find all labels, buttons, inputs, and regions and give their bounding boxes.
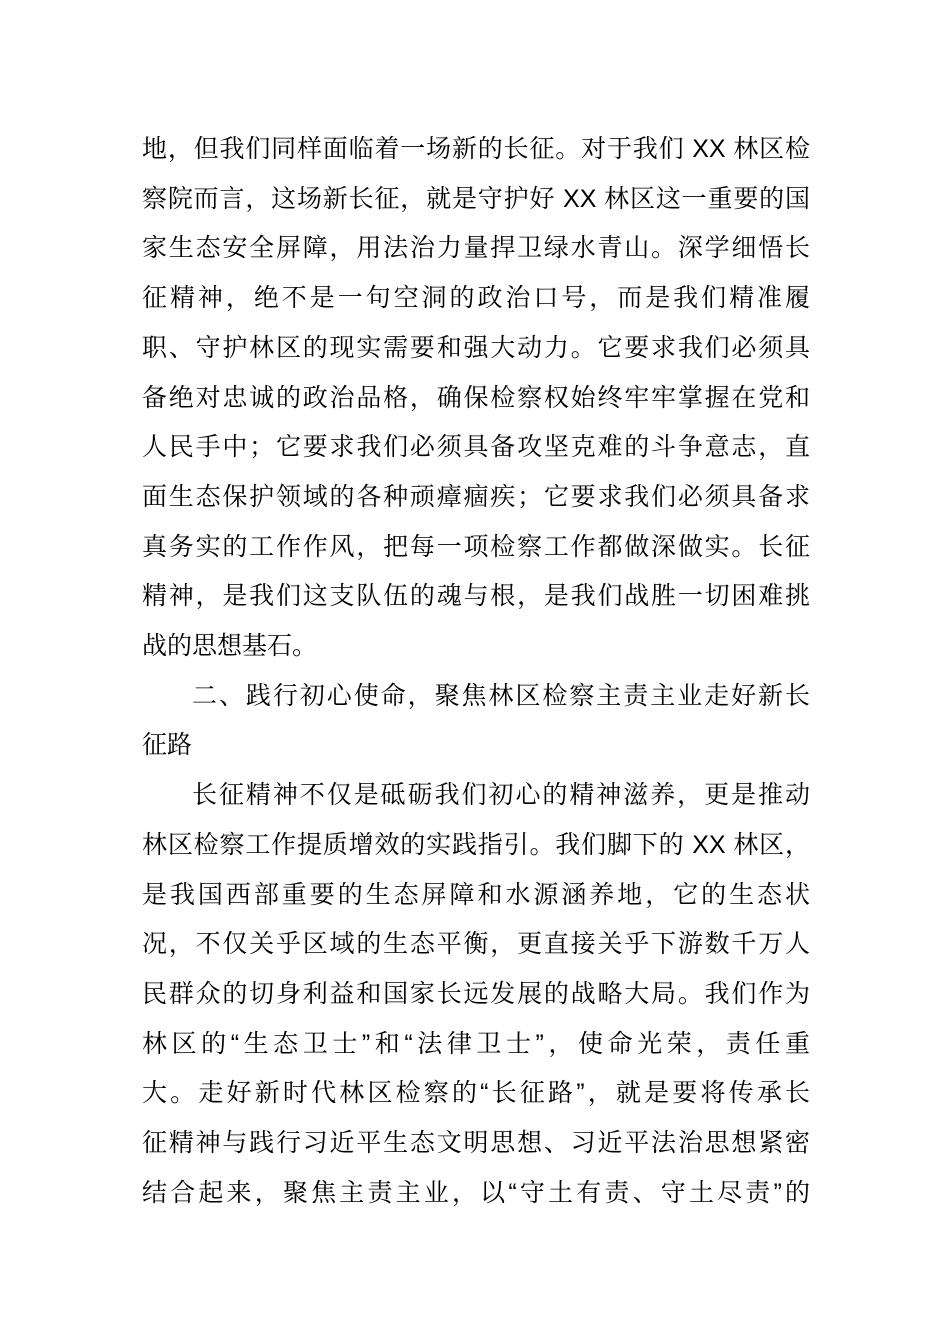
text-line: 家生态安全屏障，用法治力量捍卫绿水青山。深学细悟长 xyxy=(142,234,810,263)
text-line: 况，不仅关乎区域的生态平衡，更直接关乎下游数千万人 xyxy=(142,930,810,959)
text-line: 结合起来，聚焦主责主业，以“守土有责、守土尽责”的 xyxy=(142,1178,810,1207)
text-line: 精神，是我们这支队伍的魂与根，是我们战胜一切困难挑 xyxy=(142,582,810,611)
text-line: 长征精神不仅是砥砺我们初心的精神滋养，更是推动 xyxy=(192,781,810,810)
text-line: 职、守护林区的现实需要和强大动力。它要求我们必须具 xyxy=(142,333,810,362)
text-line: 民群众的切身利益和国家长远发展的战略大局。我们作为 xyxy=(142,979,810,1008)
heading-line: 二、践行初心使命，聚焦林区检察主责主业走好新长 xyxy=(192,681,810,710)
text-line: 察院而言，这场新长征，就是守护好 XX 林区这一重要的国 xyxy=(142,184,810,213)
text-line: 战的思想基石。 xyxy=(142,632,318,661)
text-line: 人民手中；它要求我们必须具备攻坚克难的斗争意志，直 xyxy=(142,433,810,462)
text-line: 地，但我们同样面临着一场新的长征。对于我们 XX 林区检 xyxy=(142,135,810,163)
text-line: 征精神与践行习近平生态文明思想、习近平法治思想紧密 xyxy=(142,1129,810,1158)
text-line: 林区检察工作提质增效的实践指引。我们脚下的 XX 林区， xyxy=(142,830,810,859)
text-line: 真务实的工作作风，把每一项检察工作都做深做实。长征 xyxy=(142,532,810,561)
heading-line: 征路 xyxy=(142,731,193,760)
paragraph-continuation xyxy=(142,125,810,672)
section-heading xyxy=(142,672,810,771)
paragraph-body xyxy=(142,771,810,1218)
text-line: 是我国西部重要的生态屏障和水源涵养地，它的生态状 xyxy=(142,880,810,909)
text-line: 林区的“生态卫士”和“法律卫士”，使命光荣，责任重 xyxy=(142,1029,810,1058)
text-line: 大。走好新时代林区检察的“长征路”，就是要将传承长 xyxy=(142,1079,810,1108)
text-line: 征精神，绝不是一句空洞的政治口号，而是我们精准履 xyxy=(142,284,810,313)
text-line: 面生态保护领域的各种顽瘴痼疾；它要求我们必须具备求 xyxy=(142,482,810,511)
text-line: 备绝对忠诚的政治品格，确保检察权始终牢牢掌握在党和 xyxy=(142,383,810,412)
